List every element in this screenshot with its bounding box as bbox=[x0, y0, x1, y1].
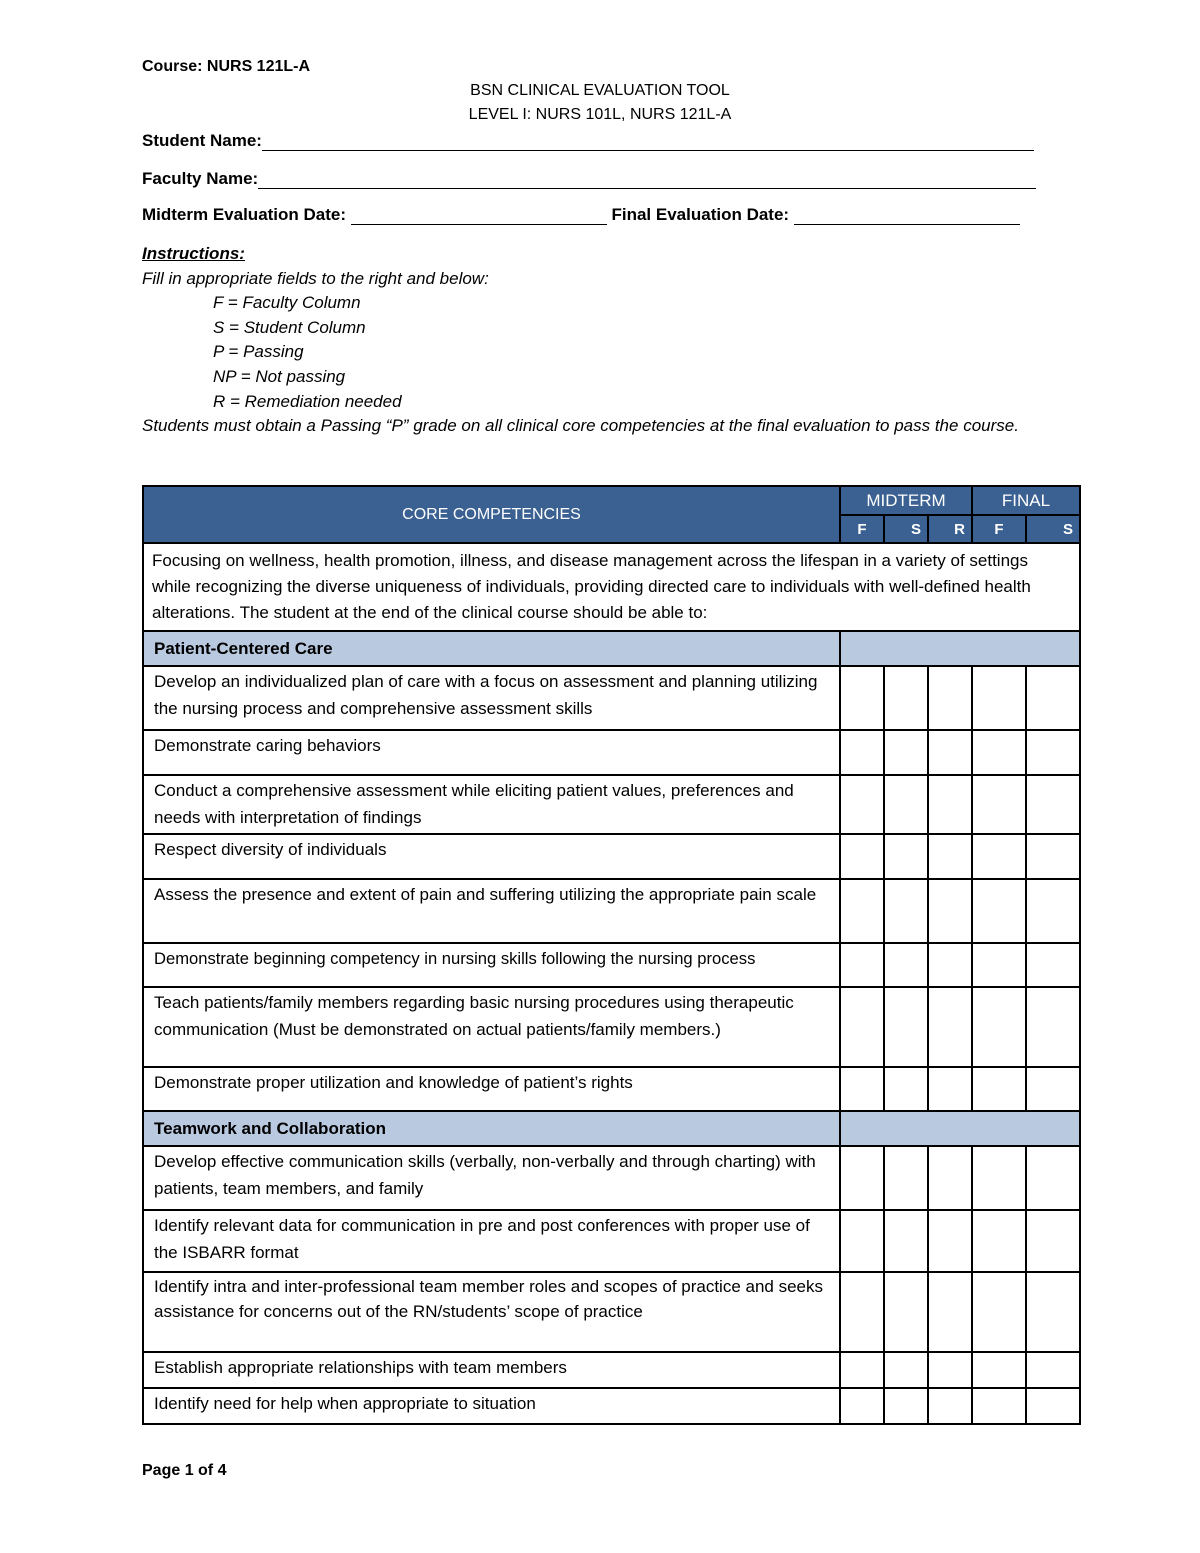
table-row bbox=[143, 879, 1080, 943]
instructions-intro: Fill in appropriate fields to the right and below: bbox=[142, 268, 489, 288]
midterm-remediation-cell[interactable] bbox=[928, 879, 972, 943]
final-faculty-cell[interactable] bbox=[972, 1352, 1026, 1388]
final-student-cell[interactable] bbox=[1026, 943, 1080, 987]
midterm-faculty-cell[interactable] bbox=[840, 987, 884, 1067]
table-row bbox=[143, 987, 1080, 1067]
instructions-note: Students must obtain a Passing “P” grade on all clinical core competencies at the final evaluation to pass the course. bbox=[142, 416, 1019, 436]
midterm-remediation-cell[interactable] bbox=[928, 1067, 972, 1111]
document-title: BSN CLINICAL EVALUATION TOOL bbox=[470, 82, 730, 99]
competency-text: Identify relevant data for communication in pre and post conferences with proper use of the ISBARR format bbox=[143, 1210, 840, 1272]
final-faculty-cell[interactable] bbox=[972, 1388, 1026, 1424]
midterm-remediation-cell[interactable] bbox=[928, 1352, 972, 1388]
final-faculty-cell[interactable] bbox=[972, 1067, 1026, 1111]
midterm-remediation-cell[interactable] bbox=[928, 1388, 972, 1424]
table-row bbox=[143, 1272, 1080, 1352]
student-name-row bbox=[142, 131, 1034, 151]
final-student-cell[interactable] bbox=[1026, 730, 1080, 775]
midterm-faculty-cell[interactable] bbox=[840, 1352, 884, 1388]
midterm-remediation-cell[interactable] bbox=[928, 730, 972, 775]
competency-text: Identify intra and inter-professional team member roles and scopes of practice and seeks assistance for concerns out of the RN/students’ scope of practice bbox=[143, 1272, 840, 1352]
final-faculty-cell[interactable] bbox=[972, 775, 1026, 834]
legend-item: F = Faculty Column bbox=[213, 293, 361, 313]
midterm-faculty-cell[interactable] bbox=[840, 1067, 884, 1111]
midterm-header: MIDTERM bbox=[840, 486, 972, 515]
final-student-cell[interactable] bbox=[1026, 775, 1080, 834]
section-row bbox=[143, 631, 1080, 666]
midterm-faculty-cell[interactable] bbox=[840, 834, 884, 879]
midterm-remediation-cell[interactable] bbox=[928, 943, 972, 987]
final-student-cell[interactable] bbox=[1026, 1388, 1080, 1424]
evaluation-dates-row bbox=[142, 205, 1020, 225]
midterm-student-cell[interactable] bbox=[884, 775, 928, 834]
midterm-student-cell[interactable] bbox=[884, 1272, 928, 1352]
final-faculty-cell[interactable] bbox=[972, 1210, 1026, 1272]
table-row bbox=[143, 775, 1080, 834]
table-row bbox=[143, 1146, 1080, 1210]
faculty-name-field[interactable] bbox=[258, 172, 1036, 189]
final-faculty-cell[interactable] bbox=[972, 834, 1026, 879]
competency-text: Teach patients/family members regarding basic nursing procedures using therapeutic communication (Must be demonstrated on actual patients/family members.) bbox=[143, 987, 840, 1067]
competency-table bbox=[142, 485, 1081, 1425]
competency-text: Develop an individualized plan of care with a focus on assessment and planning utilizing the nursing process and comprehensive assessment skills bbox=[143, 666, 840, 730]
table-row bbox=[143, 943, 1080, 987]
final-faculty-cell[interactable] bbox=[972, 1146, 1026, 1210]
midterm-remediation-cell[interactable] bbox=[928, 775, 972, 834]
course-label: Course: NURS 121L-A bbox=[142, 58, 311, 75]
midterm-student-col: S bbox=[884, 515, 928, 543]
instructions-heading: Instructions: bbox=[142, 244, 245, 263]
midterm-remediation-col: R bbox=[928, 515, 972, 543]
midterm-remediation-cell[interactable] bbox=[928, 987, 972, 1067]
table-row bbox=[143, 730, 1080, 775]
midterm-faculty-cell[interactable] bbox=[840, 1272, 884, 1352]
midterm-student-cell[interactable] bbox=[884, 943, 928, 987]
faculty-name-row bbox=[142, 169, 1036, 189]
midterm-student-cell[interactable] bbox=[884, 1352, 928, 1388]
legend-item: P = Passing bbox=[213, 342, 304, 362]
midterm-student-cell[interactable] bbox=[884, 730, 928, 775]
legend-item: R = Remediation needed bbox=[213, 391, 402, 411]
final-faculty-col: F bbox=[972, 515, 1026, 543]
final-faculty-cell[interactable] bbox=[972, 943, 1026, 987]
midterm-student-cell[interactable] bbox=[884, 834, 928, 879]
competency-text: Identify need for help when appropriate to situation bbox=[143, 1388, 840, 1424]
competency-text: Demonstrate caring behaviors bbox=[143, 730, 840, 775]
midterm-faculty-cell[interactable] bbox=[840, 775, 884, 834]
final-date-field[interactable] bbox=[794, 208, 1020, 225]
midterm-student-cell[interactable] bbox=[884, 1210, 928, 1272]
midterm-faculty-cell[interactable] bbox=[840, 879, 884, 943]
final-faculty-cell[interactable] bbox=[972, 987, 1026, 1067]
midterm-faculty-cell[interactable] bbox=[840, 1388, 884, 1424]
section-spacer bbox=[840, 631, 1080, 666]
final-faculty-cell[interactable] bbox=[972, 730, 1026, 775]
midterm-faculty-cell[interactable] bbox=[840, 1210, 884, 1272]
final-student-cell[interactable] bbox=[1026, 834, 1080, 879]
final-student-cell[interactable] bbox=[1026, 987, 1080, 1067]
competency-text: Demonstrate beginning competency in nursing skills following the nursing process bbox=[143, 943, 840, 987]
final-faculty-cell[interactable] bbox=[972, 1272, 1026, 1352]
midterm-faculty-cell[interactable] bbox=[840, 1146, 884, 1210]
section-spacer bbox=[840, 1111, 1080, 1146]
table-row bbox=[143, 1352, 1080, 1388]
final-date-label: Final Evaluation Date: bbox=[606, 205, 794, 224]
section-row bbox=[143, 1111, 1080, 1146]
final-student-cell[interactable] bbox=[1026, 1146, 1080, 1210]
competency-text: Establish appropriate relationships with team members bbox=[143, 1352, 840, 1388]
final-student-cell[interactable] bbox=[1026, 666, 1080, 730]
midterm-faculty-cell[interactable] bbox=[840, 730, 884, 775]
instructions-block bbox=[142, 242, 1052, 439]
competency-text: Develop effective communication skills (verbally, non-verbally and through charting) with patients, team members, and family bbox=[143, 1146, 840, 1210]
faculty-name-label: Faculty Name: bbox=[142, 169, 259, 188]
table-row bbox=[143, 1388, 1080, 1424]
final-header: FINAL bbox=[972, 486, 1080, 515]
final-student-col: S bbox=[1026, 515, 1080, 543]
table-row bbox=[143, 1067, 1080, 1111]
midterm-student-cell[interactable] bbox=[884, 879, 928, 943]
competency-text: Assess the presence and extent of pain and suffering utilizing the appropriate pain scale bbox=[143, 879, 840, 943]
midterm-student-cell[interactable] bbox=[884, 987, 928, 1067]
midterm-student-cell[interactable] bbox=[884, 1388, 928, 1424]
competency-intro: Focusing on wellness, health promotion, illness, and disease management across the lifespan in a variety of settings while recognizing the diverse uniqueness of individuals, providing directed care to individuals with well-defined health alterations. The student at the end of the clinical course should be able to: bbox=[143, 543, 1080, 631]
final-faculty-cell[interactable] bbox=[972, 879, 1026, 943]
midterm-faculty-cell[interactable] bbox=[840, 943, 884, 987]
midterm-date-label: Midterm Evaluation Date: bbox=[142, 205, 351, 224]
midterm-faculty-col: F bbox=[840, 515, 884, 543]
final-student-cell[interactable] bbox=[1026, 1352, 1080, 1388]
competency-text: Demonstrate proper utilization and knowledge of patient’s rights bbox=[143, 1067, 840, 1111]
midterm-remediation-cell[interactable] bbox=[928, 1210, 972, 1272]
table-row bbox=[143, 666, 1080, 730]
final-student-cell[interactable] bbox=[1026, 879, 1080, 943]
final-student-cell[interactable] bbox=[1026, 1210, 1080, 1272]
table-row bbox=[143, 1210, 1080, 1272]
final-student-cell[interactable] bbox=[1026, 1067, 1080, 1111]
midterm-faculty-cell[interactable] bbox=[840, 666, 884, 730]
midterm-date-field[interactable] bbox=[351, 208, 607, 225]
competency-text: Respect diversity of individuals bbox=[143, 834, 840, 879]
legend-item: NP = Not passing bbox=[213, 366, 346, 386]
midterm-remediation-cell[interactable] bbox=[928, 1272, 972, 1352]
midterm-student-cell[interactable] bbox=[884, 1146, 928, 1210]
legend-item: S = Student Column bbox=[213, 317, 366, 337]
final-faculty-cell[interactable] bbox=[972, 666, 1026, 730]
document-subtitle: LEVEL I: NURS 101L, NURS 121L-A bbox=[468, 106, 732, 123]
competency-text: Conduct a comprehensive assessment while eliciting patient values, preferences and needs with interpretation of findings bbox=[143, 775, 840, 834]
midterm-remediation-cell[interactable] bbox=[928, 666, 972, 730]
midterm-student-cell[interactable] bbox=[884, 666, 928, 730]
page-number: Page 1 of 4 bbox=[142, 1462, 227, 1479]
table-row bbox=[143, 834, 1080, 879]
midterm-remediation-cell[interactable] bbox=[928, 1146, 972, 1210]
student-name-label: Student Name: bbox=[142, 131, 262, 150]
core-competencies-header: CORE COMPETENCIES bbox=[143, 486, 840, 543]
midterm-student-cell[interactable] bbox=[884, 1067, 928, 1111]
final-student-cell[interactable] bbox=[1026, 1272, 1080, 1352]
section-title: Patient-Centered Care bbox=[143, 631, 840, 666]
student-name-field[interactable] bbox=[262, 134, 1034, 151]
section-title: Teamwork and Collaboration bbox=[143, 1111, 840, 1146]
midterm-remediation-cell[interactable] bbox=[928, 834, 972, 879]
